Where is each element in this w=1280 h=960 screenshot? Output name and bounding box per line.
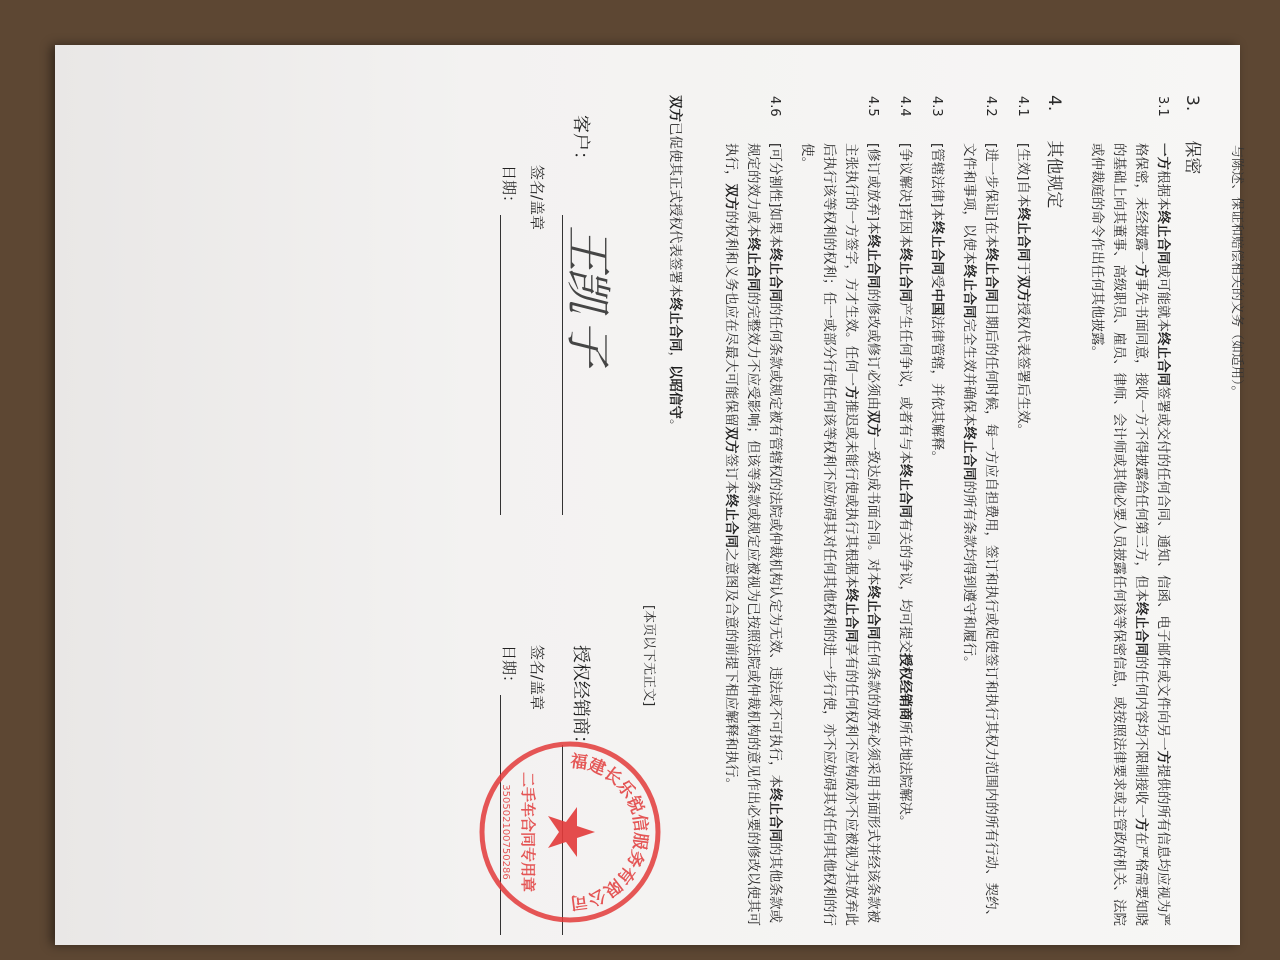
seal-star-icon [548,807,595,857]
clause-text: [进一步保证]在本终止合同日期后的任何时候，每一方应自担费用，签订和执行或促使签订和执行其权力范围内的所有行动、契约、文件和事项，以使本终止合同完全生效并确保本终止合同的所有条款均得到遵守和履行。 [961,143,999,924]
dealer-date-label: 日期： [500,645,518,691]
clause-number: 4.1 [1015,96,1030,117]
section-3-number: 3. [1182,95,1202,112]
section-3-heading [1177,95,1205,174]
seal-inner-text: 二手车合同专用章 [519,771,537,893]
rotated-document-page [105,85,1280,960]
end-of-text-note: [本页以下无正文] [641,605,656,707]
dealer-signature-label: 签名/盖章 [528,645,546,711]
clause-text: [修订或放弃]本终止合同的修改或修订必须由双方一致达成书面合同。对本终止合同任何条款的放弃必须采用书面形式并经该条款被主张执行的一方签字，方才生效。任何一方推迟或未能行使或执行其根据本终止合同享有的任何权利不应构成亦不应被视为其放弃此后执行该等权利的权利；任一或部分行使任何该等权利不应妨碍其对任何其他权利的进一步行使，亦不应妨碍其对任何其他权利的行使。 [799,143,881,926]
clause-number: 3.1 [1155,96,1170,117]
section-4-title: 其他规定 [1044,140,1064,209]
company-seal-stamp [475,737,665,927]
clause-text: [管辖法律]本终止合同受中国法律管辖，并依其解释。 [929,143,945,465]
seal-arc-text: 福建长乐锐信服务有限公司 [569,751,651,913]
section-4-number: 4. [1044,95,1064,112]
conclusion-statement: 双方已促使其正式授权代表签署本终止合同，以昭信守。 [667,95,683,433]
clause-4-6 [719,96,785,933]
clause-4-1 [1011,96,1033,933]
section-3-title: 保密 [1182,140,1202,175]
seal-number: 350502100750286 [500,784,511,880]
clause-number: 4.6 [767,96,782,117]
clause-number: 4.3 [929,96,944,117]
paper-sheet [55,45,1244,945]
customer-signature-line [562,215,563,515]
dealer-label: 授权经销商： [570,645,591,753]
clause-number: 4.2 [983,96,998,117]
clause-text: [生效]自本终止合同于双方授权代表签署后生效。 [1015,143,1031,438]
clause-4-3 [925,96,947,933]
customer-handwritten-signature: 王凯 子 [561,225,615,362]
clause-number: 4.4 [897,96,912,117]
customer-date-line [500,215,501,515]
clause-text: [争议解决]若因本终止合同产生任何争议，或者有与本终止合同有关的争议，均可提交授权经销商所在地法院解决。 [897,143,913,829]
clause-number: 4.5 [865,96,880,117]
clause-4-5 [796,96,883,933]
header-fragment: 与陈述、保证和赔偿相关的义务（如适用）。 [1229,145,1244,399]
section-4-heading [1039,95,1067,208]
customer-signature-label: 签名/盖章 [528,165,546,231]
clause-text: 一方根据本终止合同或可能就本终止合同签署或交付的任何合同、通知、信函、电子邮件或文件向另一方提供的所有信息均应视为严格保密，未经披露一方事先书面同意，接收一方不得披露给任何第三方，但本终止合同的任何内容均不限制接收一方在严格需要知晓的基础上向其董事、高级职员、雇员、律师、会计师或其他必要人员披露任何该等保密信息，或按照法律要求或主管政府机关、法院或仲裁庭的命令作出任何其他披露。 [1089,143,1171,926]
clause-text: [可分割性]如果本终止合同的任何条款或规定被有管辖权的法院或仲裁机构认定为无效、违法或不可执行，本终止合同的其他条款或规定的效力或本终止合同的完整效力不应受影响；但该等条款或规定应被视为已按照法院或仲裁机构的意见作出必要的修改以使其可执行，双方的权利和义务也应在尽最大可能保留双方签订本终止合同之意图及合意的前提下相应解释和执行。 [723,143,783,926]
clause-4-2 [957,96,1001,933]
clause-3-1 [1086,96,1173,933]
customer-date-label: 日期： [500,165,518,211]
customer-label: 客户： [570,115,591,169]
clause-4-4 [893,96,915,933]
